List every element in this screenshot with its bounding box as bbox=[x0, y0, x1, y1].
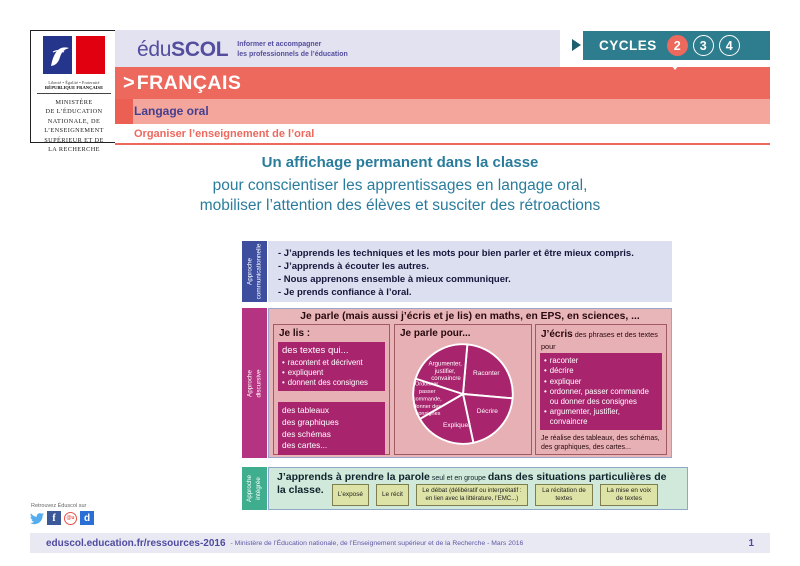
footer-url-link[interactable]: eduscol.education.fr/ressources-2016 bbox=[46, 537, 226, 549]
cycles-badge bbox=[583, 31, 770, 60]
viaeduc-icon[interactable]: @u bbox=[64, 512, 77, 525]
social-icons-row bbox=[30, 511, 94, 525]
slice-label-ordonner: Ordonner, passer commande, donner des consignes bbox=[412, 381, 442, 418]
cycles-label: CYCLES bbox=[599, 38, 657, 53]
je-lis-title: Je lis : bbox=[279, 328, 311, 339]
bullet-line: - J’apprends à écouter les autres. bbox=[278, 261, 430, 272]
bullet-item: • ordonner, passer commande ou donner des consignes bbox=[544, 387, 658, 407]
je-lis-column bbox=[273, 324, 390, 455]
discursive-header: Je parle (mais aussi j’écris et je lis) en maths, en EPS, en sciences, ... bbox=[300, 311, 640, 322]
bullet-line: - Je prends confiance à l’oral. bbox=[278, 287, 412, 298]
theme-accent-bar bbox=[115, 99, 133, 124]
chevron-right-icon: > bbox=[123, 71, 135, 94]
dailymotion-icon[interactable]: d bbox=[80, 511, 94, 525]
slice-label-expliquer: Expliquer bbox=[442, 421, 471, 429]
situation-boxes-row: la classe. L’exposé Le récit Le débat (délibératif ou interprétatif : en lien avec la littérature, l’EMC...) La récitation de textes La mise en voix de textes bbox=[277, 484, 679, 506]
social-caption: Retrouvez Éduscol sur bbox=[31, 503, 87, 509]
slice-label-argumenter: Argumenter, justifier, convaincre bbox=[428, 360, 462, 383]
ecrire-purposes-box bbox=[540, 353, 662, 430]
bullet-item: • argumenter, justifier, convaincre bbox=[544, 407, 658, 427]
french-flag-icon bbox=[43, 36, 105, 74]
footer-bar bbox=[30, 533, 770, 553]
eduscol-logo: éduSCOL bbox=[137, 37, 229, 61]
subtheme-title: Organiser l’enseignement de l’oral bbox=[134, 127, 315, 140]
situation-box-recitation: La récitation de textes bbox=[535, 484, 593, 506]
je-parle-column bbox=[394, 324, 532, 455]
page-number: 1 bbox=[748, 537, 754, 549]
arrow-right-icon bbox=[572, 39, 581, 51]
divider bbox=[37, 93, 111, 94]
situation-box-expose: L’exposé bbox=[332, 484, 369, 506]
row-label-integrated: Approche intégrée bbox=[242, 467, 267, 510]
situation-box-debat: Le débat (délibératif ou interprétatif : en lien avec la littérature, l’EMC...) bbox=[416, 484, 528, 506]
eduscol-header-band bbox=[115, 30, 560, 69]
subject-banner bbox=[115, 67, 770, 99]
twitter-icon[interactable] bbox=[30, 511, 44, 525]
theme-title: Langage oral bbox=[134, 104, 209, 118]
subtheme-band bbox=[115, 124, 770, 145]
bullet-item: • expliquer bbox=[544, 377, 658, 387]
facebook-icon[interactable]: f bbox=[47, 511, 61, 525]
notch-down-icon bbox=[667, 60, 683, 70]
j-ecris-footnote: Je réalise des tableaux, des schémas, des graphiques, des cartes... bbox=[541, 435, 660, 452]
subject-title: FRANÇAIS bbox=[136, 71, 242, 94]
row-label-communicational: Approche communicationnelle bbox=[242, 241, 267, 302]
row-label-discursive: Approche discursive bbox=[242, 308, 267, 458]
cycle-2-chip[interactable]: 2 bbox=[667, 35, 688, 56]
integrated-intro: J’apprends à prendre la parole seul et en groupe dans des situations particulières de bbox=[277, 471, 667, 483]
j-ecris-column bbox=[535, 324, 667, 455]
theme-band bbox=[115, 99, 770, 124]
bullet-item: • décrire bbox=[544, 366, 658, 376]
bullet-item: • donnent des consignes bbox=[282, 378, 381, 388]
cycle-4-chip[interactable]: 4 bbox=[719, 35, 740, 56]
communicational-content-box bbox=[268, 241, 672, 302]
ministry-name: MINISTÈRE DE L’ÉDUCATION NATIONALE, DE L’ENSEIGNEMENT SUPÉRIEUR ET DE LA RECHERCHE bbox=[44, 99, 104, 154]
textes-box: des textes qui... • racontent et décrivent • expliquent • donnent des consignes bbox=[278, 342, 385, 391]
page-title: Un affichage permanent dans la classe bbox=[261, 154, 539, 171]
page-subtitle-line2: mobiliser l’attention des élèves et susciter des rétroactions bbox=[199, 197, 601, 214]
slice-label-raconter: Raconter bbox=[472, 369, 500, 377]
bullet-item: • expliquent bbox=[282, 368, 381, 378]
situation-box-recit: Le récit bbox=[376, 484, 409, 506]
j-ecris-title: J’écris des phrases et des textes pour bbox=[541, 329, 658, 351]
integrated-content-box bbox=[268, 467, 688, 510]
situation-box-mise-en-voix: La mise en voix de textes bbox=[600, 484, 658, 506]
page-subtitle-line1: pour conscientiser les apprentissages en langage oral, bbox=[212, 177, 588, 194]
supports-box: des tableaux des graphiques des schémas des cartes... bbox=[278, 402, 385, 454]
cycle-3-chip[interactable]: 3 bbox=[693, 35, 714, 56]
discursive-content-box bbox=[268, 308, 672, 458]
eduscol-tagline: Informer et accompagner les professionnels de l’éducation bbox=[237, 41, 348, 58]
bullet-line: - J’apprends les techniques et les mots pour bien parler et être mieux compris. bbox=[278, 248, 634, 259]
speech-purposes-pie-chart bbox=[410, 341, 516, 447]
ministry-logo-block bbox=[30, 30, 118, 154]
bullet-line: - Nous apprenons ensemble à mieux communiquer. bbox=[278, 274, 511, 285]
bullet-item: • raconter bbox=[544, 356, 658, 366]
slice-label-decrire: Décrire bbox=[476, 408, 498, 416]
je-parle-title: Je parle pour... bbox=[400, 328, 471, 339]
republic-label: RÉPUBLIQUE FRANÇAISE bbox=[44, 85, 104, 90]
republic-motto: Liberté • Égalité • Fraternité bbox=[48, 80, 100, 85]
document-title-block bbox=[60, 154, 740, 216]
bullet-item: • racontent et décrivent bbox=[282, 358, 381, 368]
footer-credits: - Ministère de l’Éducation nationale, de l’Enseignement supérieur et de la Recherche - Mars 2016 bbox=[230, 539, 524, 547]
